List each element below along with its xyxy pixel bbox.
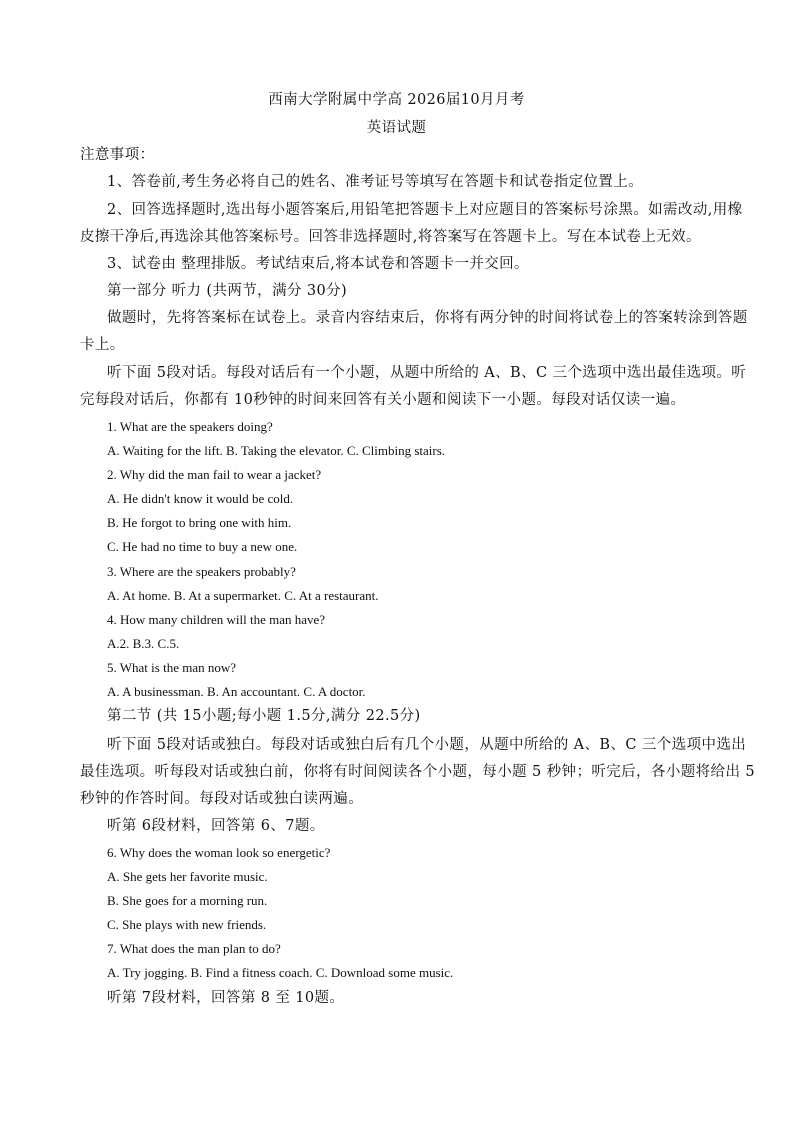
material-7-instruction: 听第 7段材料，回答第 8 至 10题。 <box>107 990 345 1006</box>
question-2-option-a: A. He didn't know it would be cold. <box>107 491 294 506</box>
note-2-line-1: 2、回答选择题时,选出每小题答案后,用铅笔把答题卡上对应题目的答案标号涂黑。如需改动,用橡 <box>107 202 743 218</box>
section2-instructions-line-1: 听下面 5段对话或独白。每段对话或独白后有几个小题，从题中所给的 A、B、C 三个选项中选出 <box>107 737 747 753</box>
material-6-instruction: 听第 6段材料，回答第 6、7题。 <box>107 818 325 834</box>
question-7-options: A. Try jogging. B. Find a fitness coach. C. Download some music. <box>107 965 454 980</box>
part1-heading: 第一部分 听力 (共两节，满分 30分) <box>107 283 348 299</box>
part1-intro-line-1: 做题时，先将答案标在试卷上。录音内容结束后，你将有两分钟的时间将试卷上的答案转涂到答题 <box>107 310 748 326</box>
question-1-options: A. Waiting for the lift. B. Taking the elevator. C. Climbing stairs. <box>107 443 446 458</box>
part1-intro-line-2: 卡上。 <box>80 337 125 353</box>
question-6-option-c: C. She plays with new friends. <box>107 917 267 932</box>
question-6-option-a: A. She gets her favorite music. <box>107 869 268 884</box>
section2-instructions-line-2: 最佳选项。听每段对话或独白前，你将有时间阅读各个小题，每小题 5 秒钟；听完后，各小题将给出 5 <box>80 764 755 780</box>
note-2-line-2: 皮擦干净后,再选涂其他答案标号。回答非选择题时,将答案写在答题卡上。写在本试卷上无效。 <box>80 229 701 245</box>
question-3: 3. Where are the speakers probably? <box>107 564 296 579</box>
section1-instructions-line-2: 完每段对话后，你都有 10秒钟的时间来回答有关小题和阅读下一小题。每段对话仅读一遍。 <box>80 392 686 408</box>
note-1: 1、答卷前,考生务必将自己的姓名、准考证号等填写在答题卡和试卷指定位置上。 <box>107 174 644 190</box>
question-4-options: A.2. B.3. C.5. <box>107 636 180 651</box>
question-4: 4. How many children will the man have? <box>107 612 326 627</box>
section2-instructions-line-3: 秒钟的作答时间。每段对话或独白读两遍。 <box>80 791 364 807</box>
question-5-options: A. A businessman. B. An accountant. C. A doctor. <box>107 684 366 699</box>
question-5: 5. What is the man now? <box>107 660 237 675</box>
question-1: 1. What are the speakers doing? <box>107 419 273 434</box>
section1-instructions-line-1: 听下面 5段对话。每段对话后有一个小题，从题中所给的 A、B、C 三个选项中选出最佳选项。听 <box>107 365 747 381</box>
question-2: 2. Why did the man fail to wear a jacket? <box>107 467 322 482</box>
question-6: 6. Why does the woman look so energetic? <box>107 845 331 860</box>
question-2-option-c: C. He had no time to buy a new one. <box>107 539 298 554</box>
note-3: 3、试卷由 整理排版。考试结束后,将本试卷和答题卡一并交回。 <box>107 256 529 272</box>
question-3-options: A. At home. B. At a supermarket. C. At a restaurant. <box>107 588 379 603</box>
question-2-option-b: B. He forgot to bring one with him. <box>107 515 292 530</box>
section2-heading: 第二节 (共 15小题;每小题 1.5分,满分 22.5分) <box>107 708 421 724</box>
question-7: 7. What does the man plan to do? <box>107 941 281 956</box>
question-6-option-b: B. She goes for a morning run. <box>107 893 268 908</box>
exam-title: 西南大学附属中学高 2026届10月月考 <box>268 92 525 108</box>
exam-subtitle: 英语试题 <box>366 120 427 136</box>
notes-heading: 注意事项： <box>80 147 155 163</box>
